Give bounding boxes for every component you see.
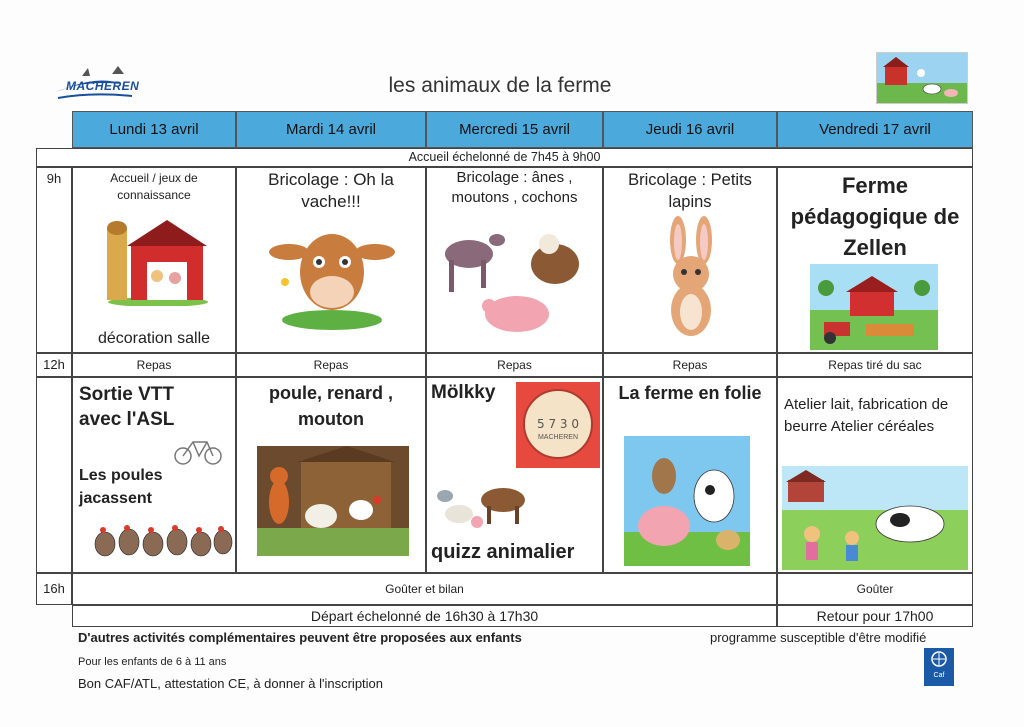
day-header-monday: Lundi 13 avril (72, 111, 236, 148)
morning-thursday-text: Bricolage : Petits lapins (628, 171, 752, 211)
afternoon-tuesday-text: poule, renard , mouton (268, 383, 394, 429)
molkky-badge (516, 382, 600, 468)
footer-caf-note: Bon CAF/ATL, attestation CE, à donner à l'inscription (78, 676, 384, 691)
day-header-wednesday: Mercredi 15 avril (426, 111, 603, 148)
molkky-badge-text: MACHEREN (537, 434, 579, 441)
afternoon-tuesday (236, 377, 426, 573)
page-title: les animaux de la ferme (388, 74, 612, 97)
rabbit-illustration (656, 216, 726, 338)
afternoon-friday (777, 377, 973, 573)
departure-friday: Retour pour 17h00 (777, 605, 973, 627)
svg-text:5 7 3 0: 5 7 3 0 (537, 417, 579, 431)
morning-tuesday-text: Bricolage : Oh la vache!!! (268, 170, 394, 211)
footer-ages: Pour les enfants de 6 à 11 ans (78, 656, 227, 668)
morning-friday (777, 167, 973, 353)
logo-text: MACHEREN (66, 79, 140, 93)
barn-illustration (103, 214, 213, 306)
day-header-tuesday: Mardi 14 avril (236, 111, 426, 148)
afternoon-monday-bottom: Les poules jacassent (79, 467, 163, 507)
caf-logo (924, 648, 954, 686)
snack-row: Goûter et bilan (72, 573, 777, 605)
crazy-farm-illustration (624, 436, 750, 566)
hour-12: 12h (36, 353, 72, 377)
hour-16: 16h (36, 573, 72, 605)
hour-blank (36, 377, 72, 573)
lunch-monday: Repas (72, 353, 236, 377)
day-header-thursday: Jeudi 16 avril (603, 111, 777, 148)
morning-friday-text: Ferme pédagogique de Zellen (790, 173, 960, 260)
lunch-tuesday: Repas (236, 353, 426, 377)
afternoon-wednesday-top: Mölkky (431, 382, 496, 403)
hen-fox-sheep-illustration (257, 446, 409, 556)
farm-animals-illustration (433, 474, 533, 534)
donkey-sheep-pig-illustration (437, 226, 597, 341)
milking-illustration (782, 466, 968, 570)
arrival-row: Accueil échelonné de 7h45 à 9h00 (36, 148, 973, 167)
caf-logo-text: Caf (933, 672, 945, 679)
morning-monday-bottom: décoration salle (97, 330, 211, 347)
afternoon-wednesday (426, 377, 603, 573)
day-header-friday: Vendredi 17 avril (777, 111, 973, 148)
morning-wednesday (426, 167, 603, 353)
farm-tractor-illustration (810, 264, 938, 350)
afternoon-monday (72, 377, 236, 573)
bicycle-icon (173, 434, 223, 466)
morning-monday-top: Accueil / jeux de connaissance (110, 171, 198, 202)
afternoon-thursday-text: La ferme en folie (618, 383, 762, 403)
afternoon-monday-top: Sortie VTT avec l'ASL (79, 384, 175, 430)
footer-note: D'autres activités complémentaires peuvent être proposées aux enfants (78, 630, 522, 645)
afternoon-friday-text: Atelier lait, fabrication de beurre Atelier céréales (784, 396, 949, 435)
morning-tuesday (236, 167, 426, 353)
snack-friday: Goûter (777, 573, 973, 605)
footer-modification-note: programme susceptible d'être modifié (710, 630, 927, 645)
lunch-friday: Repas tiré du sac (777, 353, 973, 377)
hens-illustration (93, 516, 233, 566)
morning-thursday (603, 167, 777, 353)
departure-row: Départ échelonné de 16h30 à 17h30 (72, 605, 777, 627)
lunch-wednesday: Repas (426, 353, 603, 377)
afternoon-thursday (603, 377, 777, 573)
lunch-thursday: Repas (603, 353, 777, 377)
macheren-logo (52, 62, 138, 102)
cow-illustration (267, 222, 397, 332)
farm-illustration (876, 52, 968, 104)
morning-wednesday-text: Bricolage : ânes , moutons , cochons (451, 169, 578, 206)
morning-monday (72, 167, 236, 353)
hour-9: 9h (36, 167, 72, 353)
afternoon-wednesday-bottom: quizz animalier (431, 541, 575, 563)
